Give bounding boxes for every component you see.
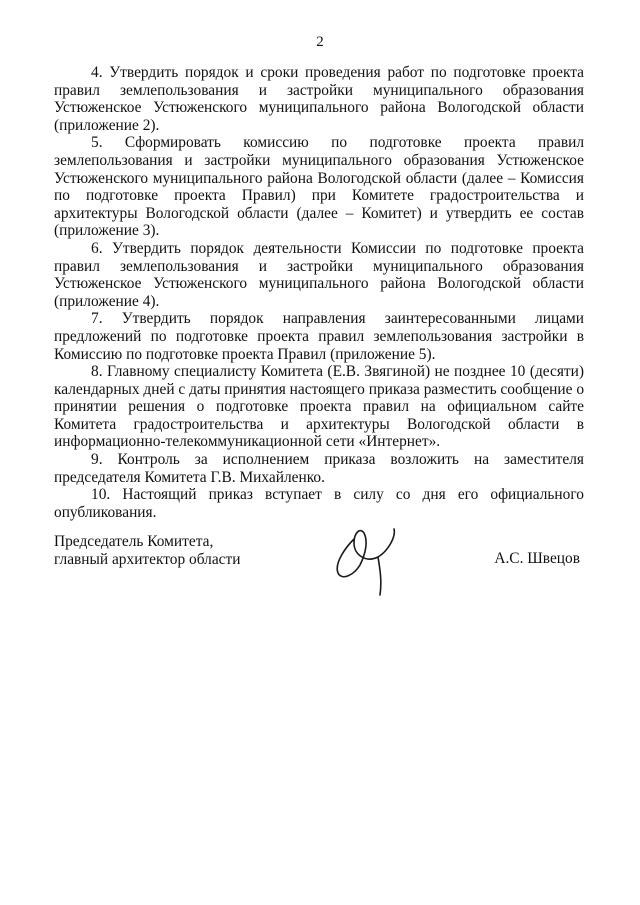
signer-name: А.С. Швецов xyxy=(494,550,580,567)
paragraph-item-5: 5. Сформировать комиссию по подготовке проекта правил землепользования и застройки муниципального образования Устюженское Устюженского муниципального района Вологодской области (далее – Комиссия по подготовке проекта Правил) при Комитете градостроительства и архитектуры Вологодской области (далее – Комитет) и утвердить ее состав (приложение 3). xyxy=(54,134,584,240)
signer-position-line-2: главный архитектор области xyxy=(54,550,241,568)
order-body xyxy=(54,64,584,521)
paragraph-item-9: 9. Контроль за исполнением приказа возложить на заместителя председателя Комитета Г.В. Михайленко. xyxy=(54,451,584,486)
signer-position-line-1: Председатель Комитета, xyxy=(54,533,214,550)
paragraph-item-4: 4. Утвердить порядок и сроки проведения работ по подготовке проекта правил землепользования и застройки муниципального образования Устюженское Устюженского муниципального района Вологодской области (приложение 2). xyxy=(54,64,584,134)
paragraph-item-10: 10. Настоящий приказ вступает в силу со дня его официального опубликования. xyxy=(54,486,584,521)
signature-stroke-2 xyxy=(378,557,381,595)
handwritten-signature xyxy=(324,519,414,599)
signature-block xyxy=(54,533,584,603)
paragraph-item-8: 8. Главному специалисту Комитета (Е.В. Звягиной) не позднее 10 (десяти) календарных дней с даты принятия настоящего приказа разместить сообщение о принятии решения о подготовке проекта правил на официальном сайте Комитета градостроительства и архитектуры Вологодской области в информационно-телекоммуникационной сети «Интернет». xyxy=(54,363,585,451)
paragraph-item-7: 7. Утвердить порядок направления заинтересованными лицами предложений по подготовке проекта правил землепользования застройки в Комиссию по подготовке проекта Правил (приложение 5). xyxy=(54,310,584,363)
signature-stroke-1 xyxy=(337,529,394,577)
page-number: 2 xyxy=(316,34,324,50)
paragraph-item-6: 6. Утвердить порядок деятельности Комиссии по подготовке проекта правил землепользования и застройки муниципального образования Устюженское Устюженского муниципального района Вологодской области (приложение 4). xyxy=(54,239,584,310)
signer-position xyxy=(54,533,240,568)
